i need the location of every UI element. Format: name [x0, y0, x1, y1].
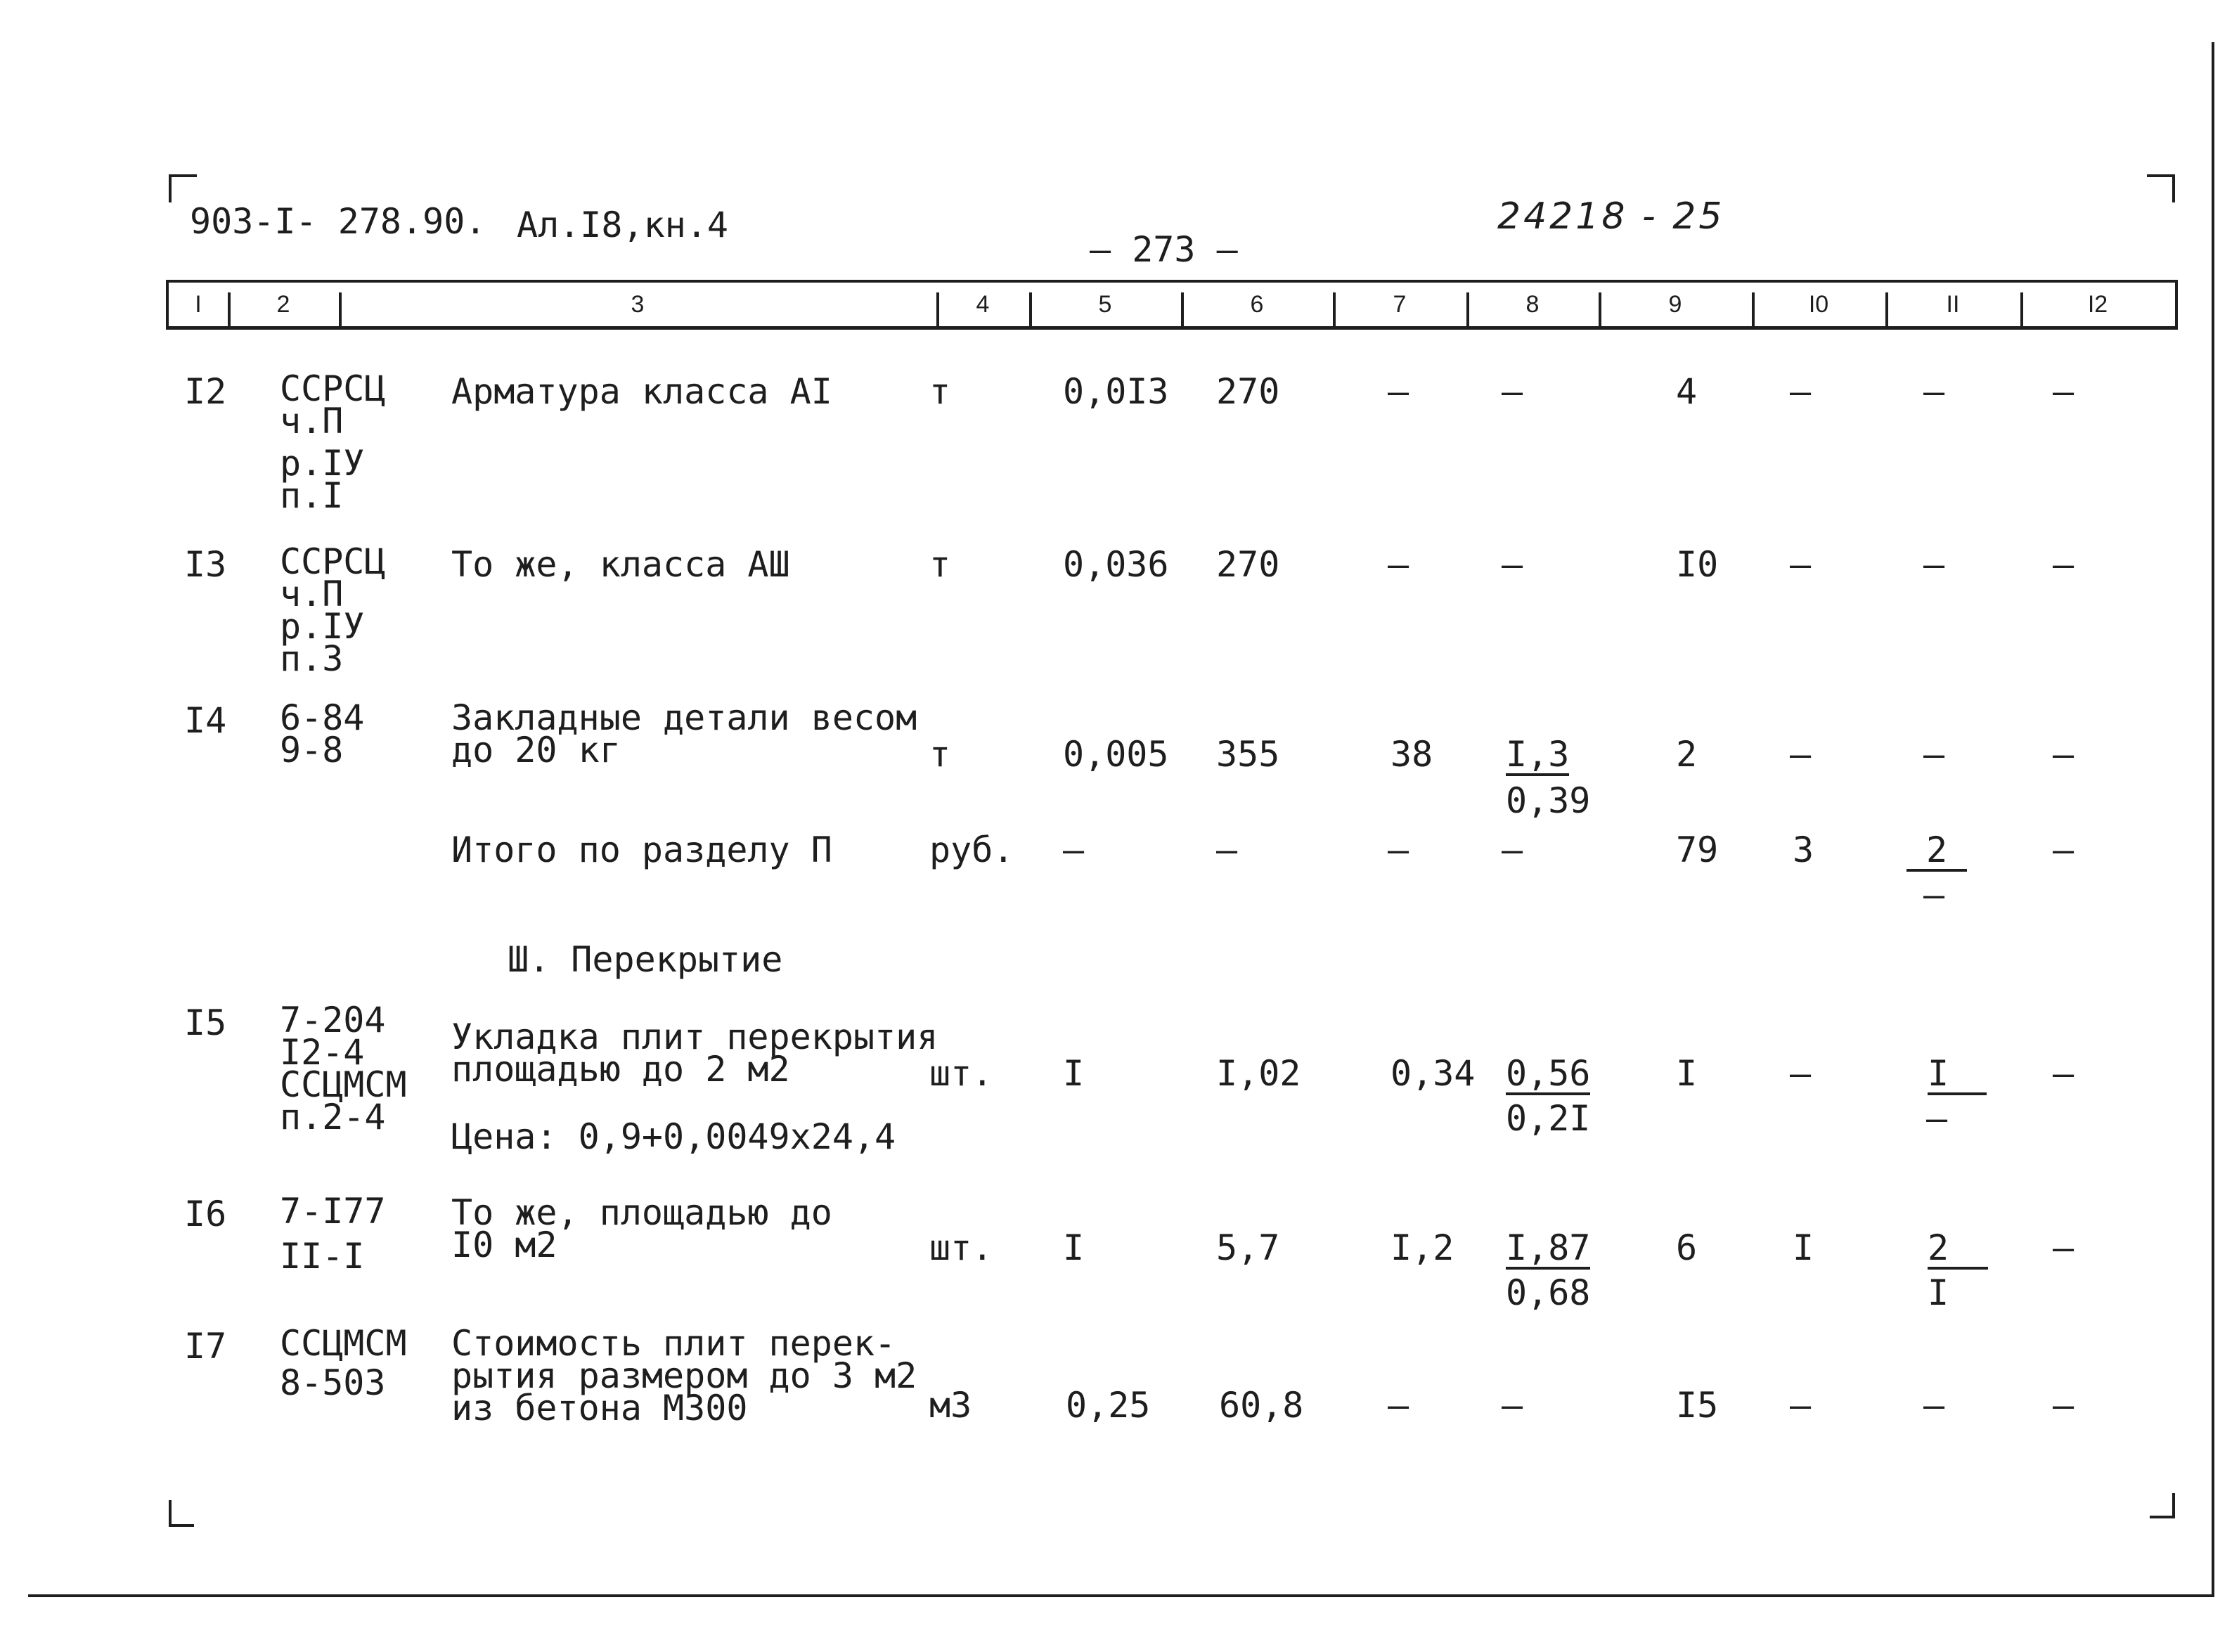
- row-price: I,02: [1216, 1053, 1301, 1094]
- corner-mark-top-right-h: [2147, 174, 2175, 177]
- row-unit: т: [929, 371, 951, 412]
- row-unit: шт.: [929, 1227, 993, 1268]
- row-price: 270: [1216, 371, 1280, 412]
- row-col12: –: [2053, 544, 2075, 585]
- corner-mark-bottom-left-h: [169, 1524, 194, 1527]
- row-col9: 4: [1676, 371, 1698, 412]
- col-header-12: I2: [2087, 291, 2108, 318]
- row-col7: –: [1388, 371, 1409, 412]
- row-unit: т: [929, 544, 951, 585]
- row-unit: м3: [929, 1385, 972, 1426]
- row-col9: 2: [1676, 734, 1698, 775]
- row-qty: I: [1063, 1053, 1085, 1094]
- row-number: I3: [184, 544, 227, 585]
- row-col11-top: 2: [1928, 1230, 1988, 1270]
- row-col12: –: [2053, 830, 2075, 870]
- scan-edge-right: [2212, 42, 2214, 1596]
- row-number: I6: [184, 1194, 227, 1234]
- row-col11: –: [1923, 1385, 1945, 1426]
- col-header-10: I0: [1752, 292, 1888, 326]
- row-code: 7-I77 II-I: [280, 1191, 386, 1277]
- row-col7: 38: [1390, 734, 1433, 775]
- row-number: I7: [184, 1326, 227, 1367]
- row-col11: –: [1923, 544, 1945, 585]
- row-col11: –: [1923, 734, 1945, 775]
- row-col12: –: [2053, 1385, 2075, 1426]
- row-code: 6-84 9-8: [280, 697, 365, 770]
- col-header-4: 4: [936, 292, 1032, 326]
- row-name: То же, площадью до I0 м2: [451, 1192, 832, 1265]
- row-code: ССЦМСМ 8-503: [280, 1323, 407, 1403]
- row-col8-bottom: 0,68: [1506, 1272, 1591, 1313]
- page-number: — 273 —: [1090, 229, 1238, 270]
- row-col10: 3: [1793, 830, 1814, 870]
- col-header-2: 2: [228, 292, 342, 326]
- row-col10: –: [1790, 1385, 1812, 1426]
- row-price: –: [1216, 830, 1238, 870]
- col-header-3: 3: [339, 292, 939, 326]
- col-header-9: 9: [1599, 292, 1755, 326]
- row-col7: I,2: [1390, 1227, 1454, 1268]
- corner-mark-top-left-h: [169, 174, 197, 177]
- col-header-11: II: [1885, 292, 2023, 326]
- row-col10: –: [1790, 734, 1812, 775]
- row-col7: –: [1388, 830, 1409, 870]
- row-name: Укладка плит перекрытия площадью до 2 м2: [451, 1017, 938, 1090]
- row-col10: I: [1793, 1227, 1814, 1268]
- row-col9: 6: [1676, 1227, 1698, 1268]
- row-number: I5: [184, 1002, 227, 1043]
- row-qty: 0,0I3: [1063, 371, 1169, 412]
- row-price: 270: [1216, 544, 1280, 585]
- row-name: Итого по разделу П: [451, 830, 832, 870]
- row-col11-bottom: –: [1923, 875, 1945, 915]
- row-name: Стоимость плит перек- рытия размером до 3 м2 из бетона М300: [451, 1323, 917, 1428]
- row-number: I4: [184, 700, 227, 741]
- row-qty: 0,005: [1063, 734, 1169, 775]
- row-col8: –: [1502, 1385, 1523, 1426]
- document-code: 903-I- 278.90.: [190, 201, 486, 242]
- row-col11-top: 2: [1906, 832, 1967, 872]
- row-col11-bottom: –: [1926, 1098, 1948, 1139]
- row-qty: 0,036: [1063, 544, 1169, 585]
- corner-mark-bottom-left: [169, 1500, 172, 1525]
- row-col7: –: [1388, 544, 1409, 585]
- row-col10: –: [1790, 371, 1812, 412]
- row-col12: –: [2053, 1227, 2075, 1268]
- row-col8: –: [1502, 830, 1523, 870]
- row-col8: –: [1502, 544, 1523, 585]
- row-col12: –: [2053, 734, 2075, 775]
- row-number: I2: [184, 371, 227, 412]
- row-col8-top: I,87: [1506, 1227, 1591, 1268]
- row-col8-top: 0,56: [1506, 1053, 1591, 1094]
- handwritten-number: 24218 - 25: [1497, 195, 1725, 238]
- row-col7: 0,34: [1390, 1053, 1476, 1094]
- row-col10: –: [1790, 1053, 1812, 1094]
- row-col12: –: [2053, 1053, 2075, 1094]
- col-header-1: I: [169, 292, 231, 326]
- scan-edge-bottom: [28, 1594, 2214, 1597]
- row-qty: –: [1063, 830, 1085, 870]
- row-col10: –: [1790, 544, 1812, 585]
- col-header-5: 5: [1029, 292, 1184, 326]
- row-col7: –: [1388, 1385, 1409, 1426]
- row-col8-top: I,3: [1506, 734, 1570, 775]
- row-col11-top: I: [1928, 1056, 1987, 1095]
- row-col9: 79: [1676, 830, 1719, 870]
- row-name: Арматура класса АI: [451, 371, 832, 412]
- row-name: Закладные детали весом до 20 кг: [451, 697, 917, 770]
- row-name: То же, класса АШ: [451, 544, 790, 585]
- row-code: ССРСЦ ч.П р.IУ п.3: [280, 541, 386, 679]
- row-code: 7-204 I2-4 ССЦМСМ п.2-4: [280, 1000, 407, 1137]
- col-header-7: 7: [1333, 292, 1469, 326]
- section-title: Ш. Перекрытие: [508, 939, 783, 980]
- corner-mark-bottom-right-h: [2150, 1516, 2175, 1518]
- row-unit: шт.: [929, 1053, 993, 1094]
- corner-mark-top-right: [2172, 174, 2175, 202]
- row-price: 5,7: [1216, 1227, 1280, 1268]
- row-unit: руб.: [929, 830, 1014, 870]
- column-header: [166, 280, 2178, 330]
- row-col9: I5: [1676, 1385, 1719, 1426]
- row-price-formula: Цена: 0,9+0,0049х24,4: [451, 1116, 896, 1157]
- row-col11-bottom: I: [1928, 1272, 1949, 1313]
- col-header-8: 8: [1466, 292, 1601, 326]
- row-qty: 0,25: [1066, 1385, 1151, 1426]
- row-col8: –: [1502, 371, 1523, 412]
- corner-mark-top-left: [169, 174, 172, 202]
- row-col11: –: [1923, 371, 1945, 412]
- row-col8-bottom: 0,2I: [1506, 1098, 1591, 1139]
- row-unit: т: [929, 734, 951, 775]
- row-col12: –: [2053, 371, 2075, 412]
- row-col8-bottom: 0,39: [1506, 780, 1591, 821]
- row-col9: I: [1676, 1053, 1698, 1094]
- row-qty: I: [1063, 1227, 1085, 1268]
- col-header-6: 6: [1181, 292, 1336, 326]
- row-price: 355: [1216, 734, 1280, 775]
- row-code: ССРСЦ ч.П р.IУ п.I: [280, 368, 386, 516]
- album-reference: Ал.I8,кн.4: [517, 205, 729, 245]
- row-col9: I0: [1676, 544, 1719, 585]
- corner-mark-bottom-right: [2172, 1493, 2175, 1518]
- row-price: 60,8: [1219, 1385, 1304, 1426]
